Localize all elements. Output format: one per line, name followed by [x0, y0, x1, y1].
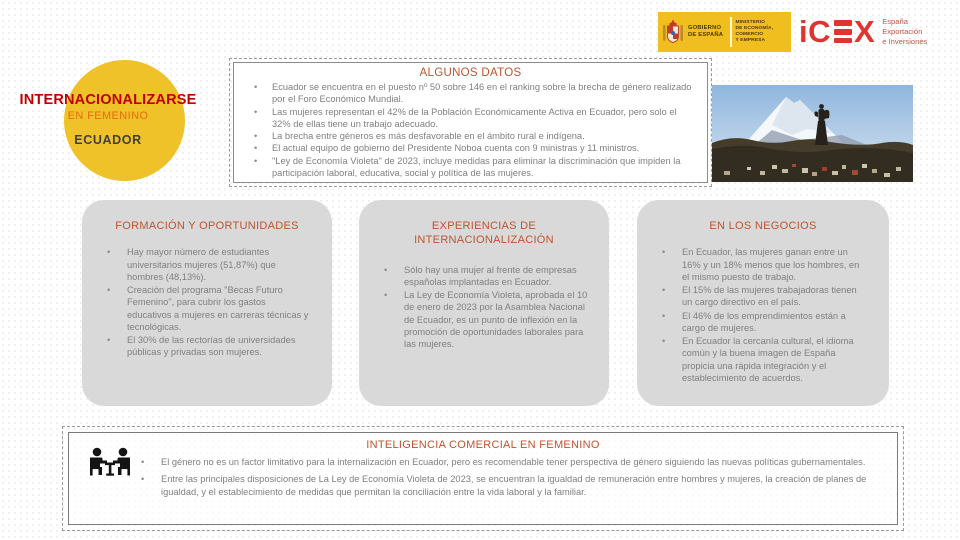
icex-logo [799, 14, 928, 50]
spain-coat-of-arms-icon [662, 17, 684, 47]
ministry-label: MINISTERIO DE ECONOMÍA, COMERCIO Y EMPRESA [735, 19, 774, 44]
algunos-datos-title: ALGUNOS DATOS [419, 67, 522, 79]
bullet-item: • Ecuador se encuentra en el puesto nº 50 sobre 146 en el ranking sobre la brecha de género realizado por el Foro Económico Mundial. [246, 81, 695, 106]
card-formacion-y-oportunidades [82, 200, 332, 406]
bottom-title: INTELIGENCIA COMERCIAL EN FEMENINO [366, 439, 600, 451]
bullet-item: • El 30% de las rectorías de universidades públicas y privadas son mujeres. [102, 334, 312, 359]
gobierno-espana-logo [658, 12, 791, 52]
bullet-item: • Sólo hay una mujer al frente de empresas españolas implantadas en Ecuador. [379, 264, 589, 289]
card-title: EXPERIENCIAS DE INTERNACIONALIZACIÓN [414, 220, 554, 247]
bullet-item: • El actual equipo de gobierno del Presidente Noboa cuenta con 9 ministras y 11 ministros. [246, 142, 695, 154]
icex-logo-text: iC X [799, 14, 876, 50]
bullet-item: • La Ley de Economía Violeta, aprobada el 10 de enero de 2023 por la Asamblea Nacional de Ecuador, es un punto de inflexión en la promoción de oportunidades laborales para las mujeres. [379, 289, 589, 350]
bullet-item: • "Ley de Economía Violeta" de 2023, incluye medidas para eliminar la discriminación que impiden la participación laboral, educativa, social y política de las mujeres. [246, 155, 695, 180]
bullet-item: • Las mujeres representan el 42% de la Población Económicamente Activa en Ecuador, pero solo el 32% de ellas tiene un trabajo adecuado. [246, 106, 695, 131]
bullet-item: • El 46% de los emprendimientos están a cargo de mujeres. [657, 310, 869, 335]
meeting-table-icon [86, 446, 134, 484]
bullet-item: • Entre las principales disposiciones de La Ley de Economía Violeta de 2023, se encuentran la igualdad de remuneración entre hombres y mujeres, la creación de planes de igualdad, y el establecimiento de medidas que permitan la conciliación entre la vida laboral y la familiar. [129, 473, 879, 498]
card-title: EN LOS NEGOCIOS [709, 220, 817, 232]
algunos-datos-box [233, 62, 708, 183]
card-list [657, 246, 869, 384]
gov-name-label: GOBIERNO DE ESPAÑA [688, 25, 724, 38]
bullet-item: • La brecha entre géneros es más desfavorable en el ámbito rural e indígena. [246, 130, 695, 142]
card-experiencias-internacionalizacion [359, 200, 609, 406]
card-en-los-negocios [637, 200, 889, 406]
icex-e-glyph [834, 20, 852, 43]
title-country: ECUADOR [74, 133, 142, 147]
bullet-item: • Creación del programa "Becas Futuro Femenino", para cubrir los gastos educativos a mujeres en carreras técnicas y tecnológicas. [102, 284, 312, 333]
card-list [102, 246, 312, 358]
card-list [379, 264, 589, 351]
icex-tagline: España Exportación e Inversiones [882, 17, 928, 46]
bottom-list [129, 456, 879, 498]
gov-logo-divider [730, 17, 732, 47]
card-title: FORMACIÓN Y OPORTUNIDADES [115, 220, 299, 232]
slide-title [17, 92, 199, 147]
bullet-item: • Hay mayor número de estudiantes universitarios mujeres (51,87%) que hombres (48,13%). [102, 246, 312, 283]
algunos-datos-list [246, 81, 695, 179]
title-line-1: INTERNACIONALIZARSE [19, 92, 197, 108]
bullet-item: • El género no es un factor limitativo para la internalización en Ecuador, pero es recomendable tener perspectiva de género siguiendo las nuevas políticas gubernamentales. [129, 456, 879, 468]
title-line-2: EN FEMENINO [67, 110, 149, 122]
bullet-item: • El 15% de las mujeres trabajadoras tienen un cargo directivo en el país. [657, 284, 869, 309]
bullet-item: • En Ecuador la cercanía cultural, el idioma común y la buena imagen de España propicia una rápida integración y el establecimiento de acuerdos. [657, 335, 869, 384]
quito-photo [712, 85, 913, 182]
inteligencia-comercial-box [68, 432, 898, 525]
bullet-item: • En Ecuador, las mujeres ganan entre un 16% y un 18% menos que los hombres, en el mismo puesto de trabajo. [657, 246, 869, 283]
